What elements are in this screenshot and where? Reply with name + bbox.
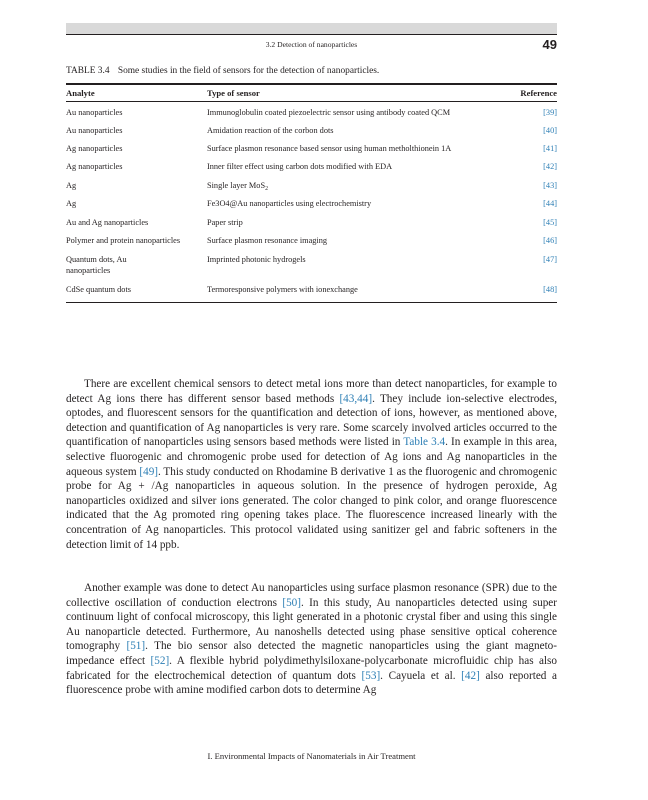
- paragraph-2: [66, 581, 557, 698]
- table-row: [66, 143, 557, 155]
- table-row: [66, 125, 557, 137]
- sensor-cell: Inner filter effect using carbon dots modified with EDA: [207, 162, 393, 171]
- reference-link[interactable]: [48]: [543, 284, 557, 294]
- analyte-cell: Au and Ag nanoparticles: [66, 217, 149, 227]
- reference-link[interactable]: [42]: [543, 162, 557, 171]
- analyte-cell: Quantum dots, Au nanoparticles: [66, 254, 127, 275]
- p2-text-a: Another example was done to detect Au nanoparticles using surface plasmon resonance (SPR) due to the collective oscillation of conduction electrons: [66, 582, 557, 609]
- p1-text-d: . This study conducted on Rhodamine B derivative 1 as the fluorogenic and chromogenic probe for Ag + /Ag nanoparticles in aqueous solution. In the presence of hydrogen peroxide, Ag nanoparticles oxidized and silver ions generated. The color changed to pink color, and orange fluorescence indicated that the Ag promoted ring opening takes place. The fluorescence increased linearly with the concentration of Ag nanoparticles. This protocol validated using sanitizer gel and fabric softeners in the detection limit of 14 ppb.: [66, 465, 557, 551]
- citation-link[interactable]: [42]: [461, 669, 480, 682]
- analyte-cell: Au nanoparticles: [66, 126, 123, 135]
- analyte-cell: Ag: [66, 180, 77, 190]
- table-row: [66, 284, 557, 296]
- table-row: [66, 235, 557, 247]
- col-header-analyte: Analyte: [66, 87, 95, 98]
- table-caption-text: Some studies in the field of sensors for the detection of nanoparticles.: [117, 66, 380, 76]
- reference-link[interactable]: [45]: [543, 217, 557, 227]
- p2-text-c: . The bio sensor also detected the magnetic nanoparticles using the giant magneto-impedance effect: [66, 640, 557, 667]
- p2-text-f: also reported a fluorescence probe with amine modified carbon dots to determine Ag: [66, 669, 557, 697]
- reference-link[interactable]: [44]: [543, 199, 557, 208]
- table-row: [66, 180, 557, 192]
- table-caption: [66, 66, 557, 76]
- table-row: [66, 254, 557, 277]
- p2-text-e: . Cayuela et al.: [380, 669, 462, 682]
- citation-link[interactable]: [52]: [150, 654, 170, 667]
- table-row: [66, 107, 557, 119]
- sensor-cell: Paper strip: [207, 217, 243, 227]
- citation-link[interactable]: [43,44]: [339, 392, 373, 405]
- sensor-cell: Surface plasmon resonance imaging: [207, 236, 328, 245]
- reference-link[interactable]: [46]: [543, 236, 557, 245]
- citation-link[interactable]: [53]: [361, 669, 381, 682]
- p2-text-b: . In this study, Au nanoparticles detected using super continuum light of confocal microscopy, this light generated in a photonic crystal fiber and using this single Au nanoparticle detected. Furthermore, Au nanoshells detected using phase sensitive optical coherence tomography: [66, 596, 558, 653]
- subscript: 2: [265, 185, 268, 192]
- p1-text-a: There are excellent chemical sensors to detect metal ions more than detect nanoparticles, for example to detect Ag ions there has different sensor based methods: [66, 378, 557, 405]
- table-row: [66, 161, 557, 173]
- citation-link[interactable]: [50]: [282, 596, 301, 609]
- citation-link[interactable]: [49]: [139, 465, 159, 478]
- reference-link[interactable]: [43]: [543, 180, 557, 190]
- paragraph-1: [66, 377, 557, 552]
- reference-link[interactable]: [40]: [543, 126, 557, 135]
- header-rule: [66, 34, 557, 35]
- sensor-cell: Fe3O4@Au nanoparticles using electrochemistry: [207, 199, 372, 208]
- sensor-cell: Immunoglobulin coated piezoelectric sensor using antibody coated QCM: [207, 107, 451, 117]
- reference-link[interactable]: [39]: [543, 107, 557, 117]
- analyte-cell: Ag nanoparticles: [66, 162, 123, 171]
- p1-text-c: . In example in this area, selective fluorogenic and chromogenic probe used for detection of Ag ions and Ag nanoparticles in the aqueous system: [66, 436, 558, 478]
- citation-link[interactable]: [51]: [126, 640, 146, 653]
- page-number: 49: [542, 37, 557, 52]
- sensor-cell: Imprinted photonic hydrogels: [207, 254, 306, 264]
- table-row: [66, 217, 557, 229]
- page-footer: I. Environmental Impacts of Nanomaterials in Air Treatment: [207, 751, 416, 761]
- table-bottom-rule: [66, 302, 557, 303]
- table-link[interactable]: Table 3.4: [403, 436, 446, 449]
- sensor-cell: [207, 180, 511, 192]
- sensor-cell: Termoresponsive polymers with ionexchange: [207, 284, 358, 294]
- col-header-sensor: Type of sensor: [207, 87, 260, 98]
- analyte-cell: CdSe quantum dots: [66, 284, 131, 294]
- sensor-cell: Amidation reaction of the corbon dots: [207, 126, 334, 135]
- table-row: [66, 198, 557, 210]
- p1-text-b: . They include ion-selective electrodes, optodes, and fluorescent sensors for the quantification and detection of ions, however, as mentioned above, detection and quantification of Ag nanoparticles is very rare. Some scarcely involved articles occurred to the quantification of nanoparticles using sensors based methods were listed in: [66, 392, 557, 449]
- table-label: TABLE 3.4: [66, 66, 110, 76]
- sensor-cell: Surface plasmon resonance based sensor using human metholthionein 1A: [207, 143, 452, 153]
- analyte-cell: Ag: [66, 199, 77, 208]
- analyte-cell: Au nanoparticles: [66, 107, 123, 117]
- analyte-cell: Ag nanoparticles: [66, 143, 123, 153]
- sensor-text: Single layer MoS: [207, 180, 266, 190]
- col-header-reference: Reference: [520, 87, 557, 98]
- reference-link[interactable]: [47]: [543, 254, 557, 264]
- table-header-row: [66, 85, 557, 101]
- reference-link[interactable]: [41]: [543, 143, 557, 153]
- analyte-cell: Polymer and protein nanoparticles: [66, 236, 181, 245]
- header-bar: [66, 23, 557, 34]
- table-header-rule: [66, 101, 557, 102]
- p2-text-d: . A flexible hybrid polydimethylsiloxane-polycarbonate microfluidic chip has also fabricated for the electrochemical detection of quantum dots: [66, 654, 557, 682]
- sensor-table: [66, 83, 557, 303]
- running-head: 3.2 Detection of nanoparticles: [265, 40, 358, 49]
